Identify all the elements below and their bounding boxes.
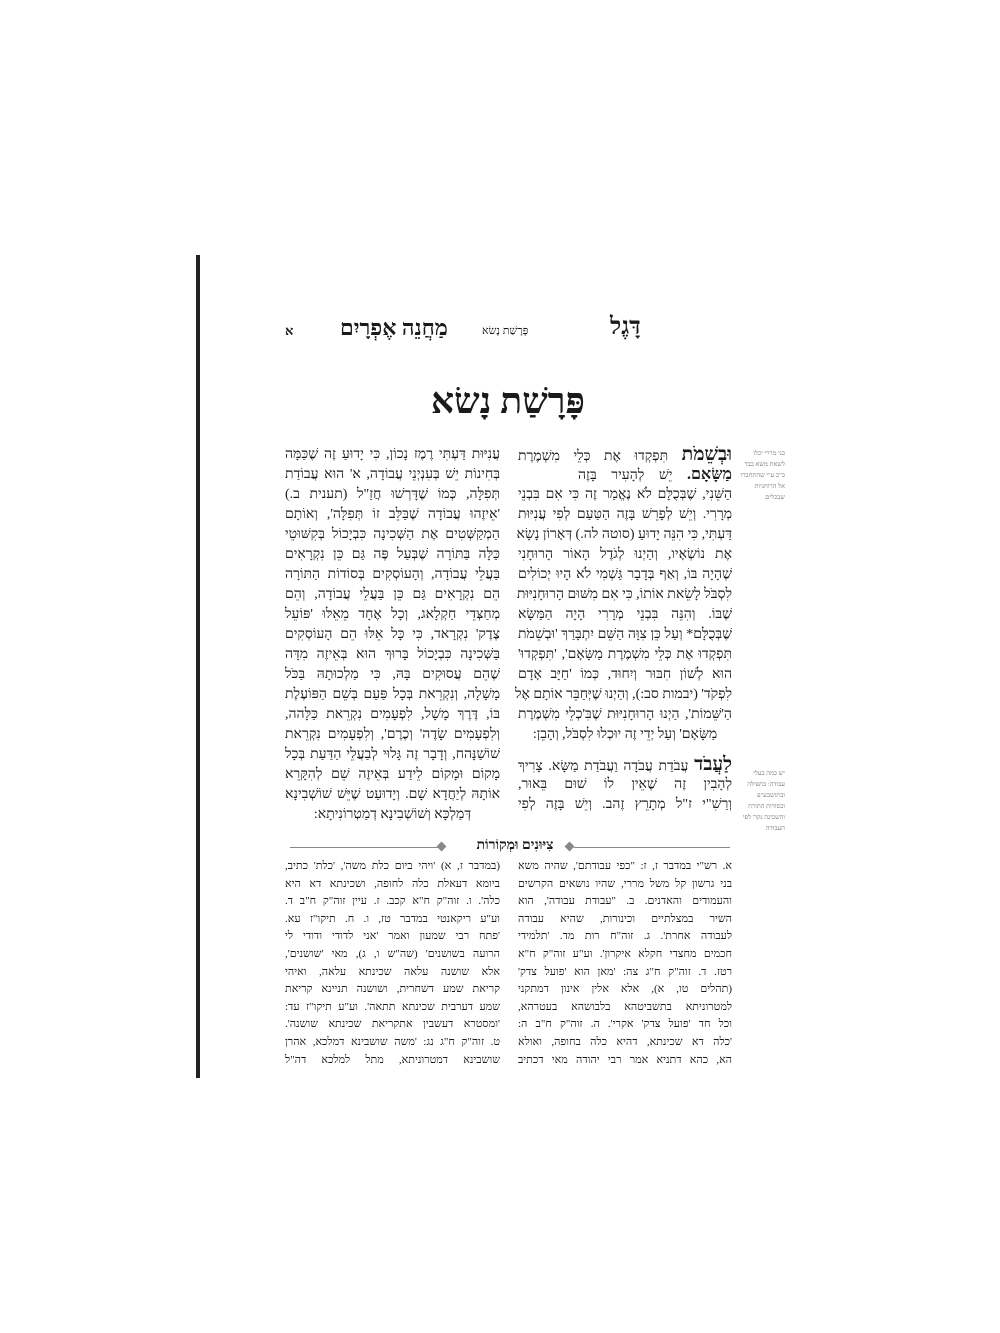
text-line: דַּעְתִּי, כִּי הִנֵּה יָדוּעַ (סוטה לה.) דְּאָרוֹן נָשָׂא [516,527,732,542]
text-line: בּוֹ, דֶּרֶךְ מָשָׁל, לִפְעָמִים נִקְרֵאת כַּלָּהה, [285,707,500,722]
footnotes-heading [290,838,730,856]
text-span: עֲבֹדַת עֲבֹדָה וַעֲבֹדַת מַשָּׂא. צָרִיךְ [518,759,689,774]
text-line: תְּפִלָּה, כְּמוֹ שֶׁדָּרְשׁוּ חֲזַ"ל (תענית ב.) [285,487,500,502]
footnote-line: כלה'. ו. זוה"ק ח"א קכב. ז. עיין זוה"ק ח"ב ד. [285,895,500,908]
text-line: אוֹתָהּ לְיַחֲדָא שָׁם. וְיָדוּעַט שֶׁיֵּשׁ שׁוֹשְׁבִינָא [285,787,500,802]
main-text-right-column [514,444,733,815]
page-number: א [285,323,294,338]
footnote-line: 'ומסטרא דעשבין אתקריאת שכינתא שושנה'. [285,1018,500,1031]
footnote-line: לעבודה אחרת'. ג. זוה"ח רות מד. 'תלמידי [518,930,732,943]
text-line [518,465,732,485]
text-line: מְחַצְּדֵי חַקְלָאג, וְכָל אֶחָד מֵאֵלּוּ 'פּוֹעֵל [285,607,500,622]
footnote-line: ט. זוה"ק ח"ג נג: 'משה שושבינא דמלכא, אהרן [285,1035,500,1048]
footnote-line: חכמים מחצדי חקלא איקרון'. וע"ע זוה"ק ח"א [518,947,732,960]
text-line: שֶׁהָיָה בּוֹ, וְאַף בְּדָבָר גַּשְׁמִי לֹא הָיוּ יְכוֹלִים [518,567,732,582]
text-line: שׁוֹשַׁנָּהח, וְדָבָר זֶה גָּלוּי לְבַעֲלֵי הַדַּעַת בְּכָל [285,747,500,762]
text-line [518,445,732,465]
text-line: בְּחִינוֹת יֵשׁ בְּעִנְיְנֵי עֲבוֹדָה, א' הוּא עֲבוֹדַת [285,467,500,482]
margin-note: בני מררי יכלו לשאת משא כבד כ"כ ע"י שהתחברו אל הרוחניות שבכלים [740,450,785,501]
footnote-line: רטז. ד. זוה"ק ח"ג צה: 'מאן הוא 'פועל צדק' [518,965,732,978]
text-line: מַשָּׂאָם' וְעַל יְדֵי זֶה יוּכְלוּ לִסְבֹּל, וְהָבֵן: [532,727,718,742]
text-line: מָקוֹם וּמָקוֹם לֵידַע בְּאֵיזֶה שֵׁם לְהִקָּרֵא [285,767,500,782]
divider [574,847,730,848]
footnotes-title: צִיּוּנִים וּמְקוֹרוֹת [476,838,554,853]
text-line: תִּפְקְדוּ אֶת כְּלֵי מִשְׁמֶרֶת מַשָּׂאָם', 'תִּפְקְדוּ' [518,647,732,662]
text-line: שֶׁבּוֹ. וְהִנֵּה בִּבְנֵי מְרָרִי הָיָה הַמַּשָּׂא [518,607,732,622]
footnote-line: שמע דערבית שכינתא תתאה'. וע"ע תיקו"ז עד: [285,1000,500,1013]
footnote-line: וע"ע ריקאנטי במדבר טז, ו. ח. תיקו"ז עא. [285,912,500,925]
bold-word: מַשָּׂאָם. [686,466,733,483]
text-line: צֶדֶק' נִקְרָאד, כִּי כָּל אֵלּוּ הֵם הָעוֹסְקִים [285,627,500,642]
text-span: יֵשׁ לְהָעִיר בָּזֶה [578,468,673,483]
footnote-line: השיר במצלתיים וכינורות, שהיא עבודה [518,912,732,925]
diamond-ornament-icon [437,842,447,852]
text-line: בַּשְּׁכִינָה כִּבְיָכוֹל בָּרוּךְ הוּא בְּאֵיזֶה מִדָּה [285,647,500,662]
footnote-line: וכל חד 'פועל צדק' אקרי'. ה. זוה"ק ח"ב ה: [518,1018,732,1031]
text-line: לְהָבִין זֶה שֶׁאֵין לוֹ שׁוּם בֵּאוּר, [518,777,732,792]
main-text-left-column [285,445,500,825]
text-line [518,755,732,775]
footnote-line: שושבינא דמטרוניתא, מתל למלכא דה"ל [285,1053,500,1066]
footnote-line: הא, כהא דתניא אמר רבי יהודה מאי דכתיב [518,1053,732,1066]
running-head-book-right: דָּגֶל [610,314,641,340]
margin-note: יש כמה בעלי עבודה: בתפילה ובתושבע"פ ובסודות התורה והשכינה נקר' לפי העבודה [742,770,785,832]
page-title: פָּרָשַׁת נָשׂא [430,381,586,421]
text-line: בַּעֲלֵי עֲבוֹדָה, וְהָעוֹסְקִים בְּסוֹדוֹת הַתּוֹרָה [285,567,500,582]
footnote-line: למטרוניתא בתשביטהא בלבושהא בעטרהא, [518,1000,732,1013]
opening-word: לַעֲבֹד [694,754,732,775]
text-span: תִּפְקְדוּ אֶת כְּלֵי מִשְׁמֶרֶת [518,449,669,464]
footnote-line: (תהלים טו, א), אלא אלין אינון דמתקני [518,983,732,996]
footnote-line: קריאת שמע דשחרית, ושושנה תניינא קריאת [285,983,500,996]
footnote-line: בני גרשון קל משל מררי, שהיו נושאים הקרשים [518,877,732,890]
text-line: לִסְבֹּל לָשֵׂאת אוֹתוֹ, כִּי אִם מִשּׁוּם הָרוּחָנִיּוּת [516,587,732,602]
text-line: עֲנִיּוּת דַּעְתִּי רֶמֶז נָכוֹן, כִּי יָדוּעַ זֶה שֶׁכַּמָּה [285,447,500,462]
footnote-line: אלא שושנה עלאה שכינתא עלאה, ואיהי [285,965,500,978]
text-line: וְרַשִׁ"י ז"ל מְתָרֵץ זֶהב. וְיֵשׁ בָּזֶה לְפִי [518,797,732,812]
footnote-line: 'פתח רבי שמעון ואמר 'אני לדודי ודודי לי [285,930,500,943]
footnote-line: (במדבר ז, א) 'ויהי ביום כלת משה', 'כלת' כתיב, [285,860,500,872]
text-line: אֶת נוֹשְׂאָיו, וְהַיְנוּ לְגֹדֶל הָאוֹר הָרוּחָנִי [518,547,732,562]
running-head-book-left: מַחֲנֵה אֶפְרָיִם [340,315,448,340]
footnote-line: א. רש"י במדבר ז, ז: "כפי עבודתם', שהיה משא [518,860,732,872]
running-head-parsha: פָּרָשַׁת נָשׂא [482,325,529,337]
text-line: הֵם נִקְרָאִים גַּם כֵּן בַּעֲלֵי עֲבוֹדָה, וְהֵם [285,587,500,602]
text-line: לִפְקֹד' (יבמות סב:), וְהַיְנוּ שֶׁיְּחַבֵּר אוֹתָם אֶל [514,687,732,702]
text-line: כַּלָּה בַּתּוֹרָה שֶׁבְּעַל פֶּה גַּם כֵּן נִקְרָאִים [285,547,500,562]
footnote-line: 'כלה דא שכינתא, דהיא כלה בחופה, ואולא [518,1035,732,1048]
footnote-line: והעמודים והאדנים. ב. "עבודת עבודה', הוא [518,895,732,908]
text-line: שֶׁבְּכֻלָּם* וְעַל כֵּן צִוָּה הַשֵּׁם יִתְבָּרַךְ 'וּבְשֵׁמֹת [518,627,732,642]
footnotes-left-column [285,858,500,1069]
text-line: הַ'שֵּׁמוֹת', הַיְנוּ הָרוּחָנִיּוּת שֶׁבִּ'כְלֵי מִשְׁמֶרֶת [518,707,732,722]
footnotes-right-column [518,858,732,1069]
divider [290,847,440,848]
text-line: שֶׁהֵם עֲסוּקִים בָּהּ, כִּי מַלְכוּתָהּ בַּכֹּל [285,667,500,682]
text-line: וְלִפְעָמִים שָׂדֶה' וְכֶרֶם', וְלִפְעָמִים נִקְרֵאת [285,727,500,742]
page-edge-bar [196,255,200,1078]
footnote-line: ביומא דעאלת כלה לחופה, ושכינתא דא היא [285,877,500,890]
opening-word: וּבְשֵׁמֹת [681,444,732,465]
footnote-line: הרועה בשושנים' (שה"ש ו, ג), מאי 'שושנים', [285,947,500,960]
text-line: הוּא לְשׁוֹן חִבּוּר וְיִחוּד, כְּמוֹ 'חַיָּב אָדָם [518,667,732,682]
text-line: דְּמַלְכָּא וְשׁוֹשְׁבִינָא דְמַטְרוֹנִיתָא: [313,807,472,822]
text-line: הַשֵּׁנִי, שֶׁבְּכֻלָּם לֹא נֶאֱמַר זֶה כִּי אִם בִּבְנֵי [518,487,732,502]
text-line: 'אֵיזֶהוּ עֲבוֹדָה שֶׁבַּלֵּב זוֹ תְּפִלָּה', וְאוֹתָם [285,507,500,522]
text-line: מְרָרִי. וְיֵשׁ לְפָרֵשׁ בָּזֶה הַטַּעַם לְפִי עֲנִיּוּת [518,507,732,522]
text-line: הַמְקַשְּׁטִים אֶת הַשְּׁכִינָה כִּבְיָכוֹל בְּקִשּׁוּטֵי [285,527,500,542]
text-line: מָשָׁלָה, וְנִקְרֵאת בְּכָל פַּעַם בְּשֵׁם הַפּוֹעֶלֶת [285,687,500,702]
